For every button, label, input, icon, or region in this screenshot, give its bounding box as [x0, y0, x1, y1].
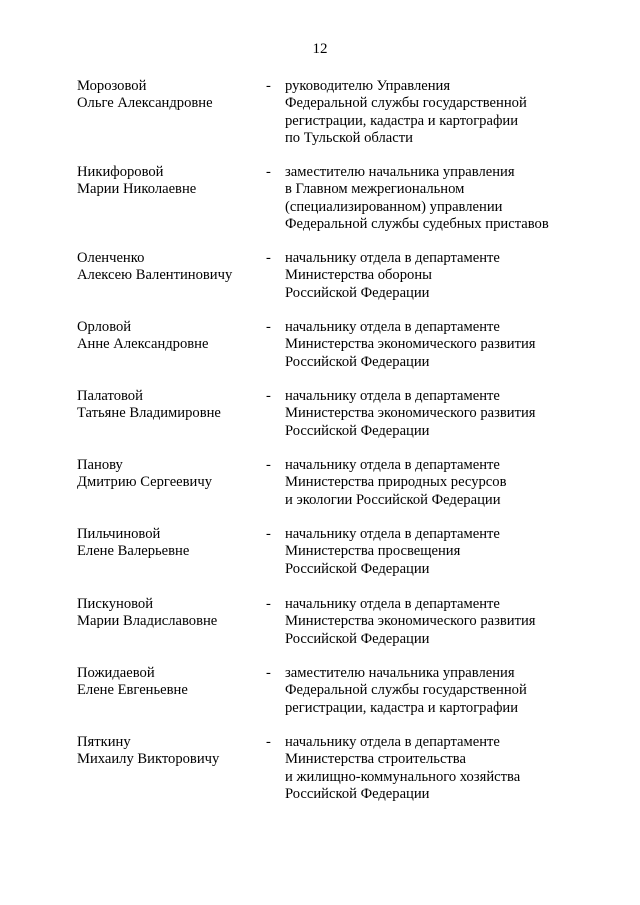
position-title-line: начальнику отдела в департаменте [285, 734, 500, 750]
position-title-line: начальнику отдела в департаменте [285, 319, 500, 335]
person-name-line: Оленченко [77, 250, 145, 266]
position-title-line: регистрации, кадастра и картографии [285, 699, 519, 716]
position-title-line: начальнику отдела в департаменте [285, 250, 500, 266]
person-name-line: Марии Николаевне [77, 181, 197, 198]
separator-dash: - [266, 319, 271, 335]
position-title-line: начальнику отдела в департаменте [285, 596, 500, 612]
position-title-line: руководителю Управления [285, 78, 451, 94]
position-title-line: (специализированном) управлении [285, 198, 503, 215]
person-name-line: Алексею Валентиновичу [77, 267, 233, 284]
position-title [285, 78, 585, 147]
person-name-line: Морозовой [77, 78, 147, 94]
person-name [77, 78, 257, 113]
person-name [77, 457, 257, 492]
position-title-line: по Тульской области [285, 129, 413, 146]
person-name-line: Никифоровой [77, 164, 164, 180]
position-title-line: заместителю начальника управления [285, 665, 515, 681]
person-name-line: Анне Александровне [77, 336, 209, 353]
separator-dash: - [266, 388, 271, 404]
person-name-line: Пожидаевой [77, 665, 155, 681]
position-title-line: и экологии Российской Федерации [285, 491, 501, 508]
separator-dash: - [266, 596, 271, 612]
position-title [285, 250, 585, 302]
position-title-line: начальнику отдела в департаменте [285, 457, 500, 473]
position-title-line: начальнику отдела в департаменте [285, 526, 500, 542]
position-title [285, 388, 585, 440]
separator-dash: - [266, 734, 271, 750]
person-name [77, 388, 257, 423]
position-title-line: Российской Федерации [285, 560, 430, 577]
position-title-line: Российской Федерации [285, 630, 430, 647]
position-title-line: Российской Федерации [285, 284, 430, 301]
person-name-line: Марии Владиславовне [77, 613, 218, 630]
position-title-line: Федеральной службы государственной [285, 95, 527, 112]
position-title-line: Российской Федерации [285, 785, 430, 802]
person-name [77, 319, 257, 354]
position-title-line: Министерства просвещения [285, 543, 461, 560]
person-name-line: Пильчиновой [77, 526, 161, 542]
separator-dash: - [266, 665, 271, 681]
position-title-line: регистрации, кадастра и картографии [285, 112, 519, 129]
separator-dash: - [266, 457, 271, 473]
person-name-line: Дмитрию Сергеевичу [77, 474, 212, 491]
page-number: 12 [312, 41, 328, 57]
separator-dash: - [266, 78, 271, 94]
position-title [285, 665, 585, 717]
position-title-line: Российской Федерации [285, 353, 430, 370]
separator-dash: - [266, 164, 271, 180]
person-name [77, 250, 257, 285]
person-name-line: Пяткину [77, 734, 131, 750]
separator-dash: - [266, 250, 271, 266]
position-title-line: начальнику отдела в департаменте [285, 388, 500, 404]
separator-dash: - [266, 526, 271, 542]
person-name-line: Орловой [77, 319, 132, 335]
person-name-line: Ольге Александровне [77, 95, 213, 112]
position-title [285, 164, 585, 233]
position-title-line: Министерства экономического развития [285, 405, 536, 422]
person-name-line: Елене Валерьевне [77, 543, 190, 560]
position-title-line: Федеральной службы судебных приставов [285, 215, 549, 232]
position-title-line: Российской Федерации [285, 422, 430, 439]
person-name-line: Михаилу Викторовичу [77, 751, 220, 768]
position-title-line: Министерства строительства [285, 751, 466, 768]
person-name-line: Татьяне Владимировне [77, 405, 221, 422]
position-title [285, 457, 585, 509]
position-title-line: Федеральной службы государственной [285, 682, 527, 699]
position-title-line: заместителю начальника управления [285, 164, 515, 180]
position-title [285, 596, 585, 648]
person-name [77, 596, 257, 631]
person-name [77, 526, 257, 561]
position-title-line: Министерства обороны [285, 267, 432, 284]
position-title-line: Министерства природных ресурсов [285, 474, 507, 491]
position-title-line: Министерства экономического развития [285, 336, 536, 353]
person-name [77, 734, 257, 769]
person-name-line: Елене Евгеньевне [77, 682, 188, 699]
person-name [77, 665, 257, 700]
position-title [285, 734, 585, 803]
person-name-line: Палатовой [77, 388, 143, 404]
person-name [77, 164, 257, 199]
person-name-line: Пискуновой [77, 596, 154, 612]
position-title [285, 526, 585, 578]
position-title-line: и жилищно-коммунального хозяйства [285, 768, 521, 785]
position-title [285, 319, 585, 371]
position-title-line: Министерства экономического развития [285, 613, 536, 630]
position-title-line: в Главном межрегиональном [285, 181, 465, 198]
person-name-line: Панову [77, 457, 123, 473]
